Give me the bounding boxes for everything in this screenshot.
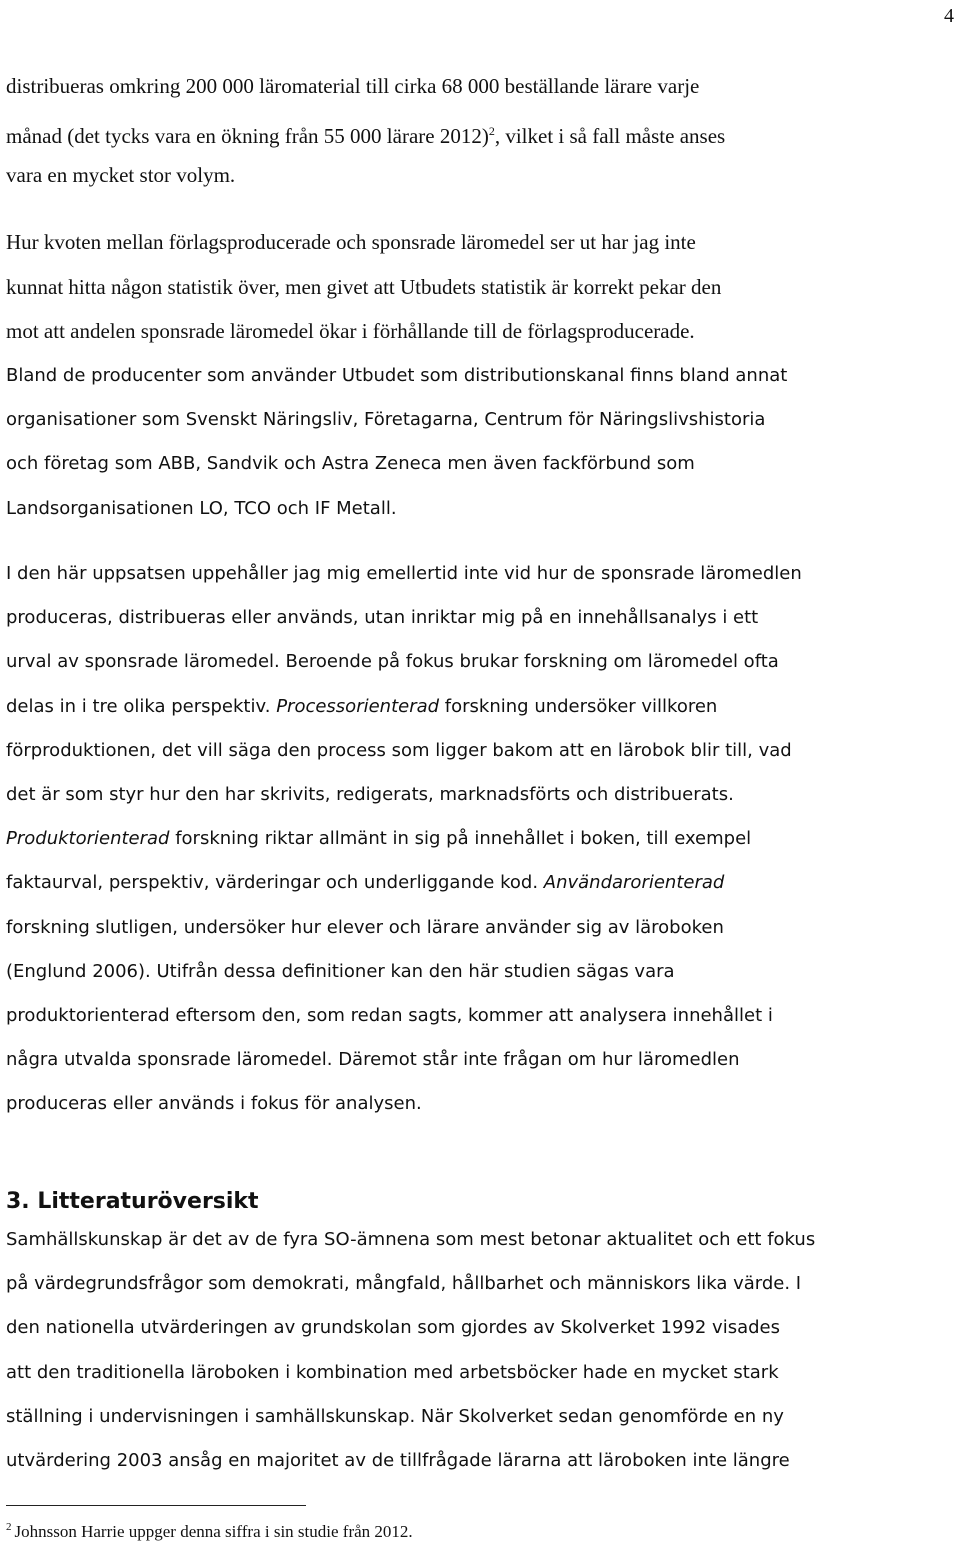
text-line: distribueras omkring 200 000 läromaterial till cirka 68 000 beställande lärare varje [6, 74, 700, 98]
text-line: (Englund 2006). Utifrån dessa definitioner kan den här studien sägas vara [6, 960, 675, 982]
text-line: kunnat hitta någon statistik över, men givet att Utbudets statistik är korrekt pekar den [6, 274, 722, 299]
text-segment: delas in i tre olika perspektiv. [6, 695, 277, 717]
text-line: att den traditionella läroboken i kombination med arbetsböcker hade en mycket stark [6, 1361, 779, 1383]
footnote-number: 2 [6, 1521, 12, 1533]
paragraph-1 [6, 64, 956, 198]
text-line: organisationer som Svenskt Näringsliv, Företagarna, Centrum för Näringslivshistoria [6, 409, 766, 431]
text-line: produceras eller används i fokus för analysen. [6, 1093, 422, 1115]
italic-term: Produktorienterad [6, 828, 170, 850]
italic-term: Processorienterad [276, 695, 440, 717]
paragraph-2 [6, 220, 956, 354]
text-line [6, 817, 956, 861]
text-line: produceras, distribueras eller används, utan inriktar mig på en innehållsanalys i ett [6, 607, 759, 629]
footnote-separator [6, 1505, 306, 1506]
paragraph-3 [6, 552, 956, 1126]
text-line: den nationella utvärderingen av grundskolan som gjordes av Skolverket 1992 visades [6, 1317, 780, 1339]
text-line: Bland de producenter som använder Utbudet som distributionskanal finns bland annat [6, 365, 788, 386]
text-segment: månad (det tycks vara en ökning från 55 000 lärare 2012) [6, 123, 489, 148]
paragraph-2-continued [6, 354, 956, 531]
text-line: på värdegrundsfrågor som demokrati, mångfald, hållbarhet och människors lika värde. I [6, 1273, 802, 1295]
text-line: Landsorganisationen LO, TCO och IF Metall. [6, 497, 397, 519]
page-number: 4 [944, 5, 954, 27]
text-segment: forskning riktar allmänt in sig på innehållet i boken, till exempel [169, 828, 752, 850]
text-line: produktorienterad eftersom den, som redan sagts, kommer att analysera innehållet i [6, 1004, 773, 1026]
text-line: ställning i undervisningen i samhällskunskap. När Skolverket sedan genomförde en ny [6, 1405, 784, 1427]
text-line [6, 685, 956, 729]
text-line: mot att andelen sponsrade läromedel ökar i förhållande till de förlagsproducerade. [6, 319, 695, 343]
section-paragraph [6, 1218, 956, 1483]
text-segment: , vilket i så fall måste anses [494, 123, 726, 148]
text-line: Hur kvoten mellan förlagsproducerade och sponsrade läromedel ser ut har jag inte [6, 230, 696, 254]
text-line [6, 861, 956, 905]
text-line: några utvalda sponsrade läromedel. Däremot står inte frågan om hur läromedlen [6, 1049, 740, 1071]
footnote-reference: 2 [488, 123, 495, 138]
italic-term: Användarorienterad [543, 872, 725, 894]
text-line [6, 109, 956, 154]
text-line: Samhällskunskap är det av de fyra SO-ämnena som mest betonar aktualitet och ett fokus [6, 1229, 816, 1250]
text-line: förproduktionen, det vill säga den process som ligger bakom att en lärobok blir till, vad [6, 739, 792, 761]
footnote [6, 1515, 413, 1544]
text-line: forskning slutligen, undersöker hur elever och lärare använder sig av läroboken [6, 916, 724, 938]
text-line: I den här uppsatsen uppehåller jag mig emellertid inte vid hur de sponsrade läromedlen [6, 563, 802, 584]
text-segment: faktaurval, perspektiv, värderingar och underliggande kod. [6, 872, 544, 894]
text-line: urval av sponsrade läromedel. Beroende på fokus brukar forskning om läromedel ofta [6, 651, 779, 673]
text-line: vara en mycket stor volym. [6, 163, 236, 187]
text-line: och företag som ABB, Sandvik och Astra Zeneca men även fackförbund som [6, 453, 695, 475]
text-line: det är som styr hur den har skrivits, redigerats, marknadsförts och distribuerats. [6, 783, 734, 805]
footnote-text: Johnsson Harrie uppger denna siffra i sin studie från 2012. [14, 1522, 413, 1541]
text-line: utvärdering 2003 ansåg en majoritet av de tillfrågade lärarna att läroboken inte längre [6, 1449, 790, 1471]
section-heading: 3. Litteraturöversikt [6, 1189, 259, 1214]
text-segment: forskning undersöker villkoren [439, 695, 718, 717]
